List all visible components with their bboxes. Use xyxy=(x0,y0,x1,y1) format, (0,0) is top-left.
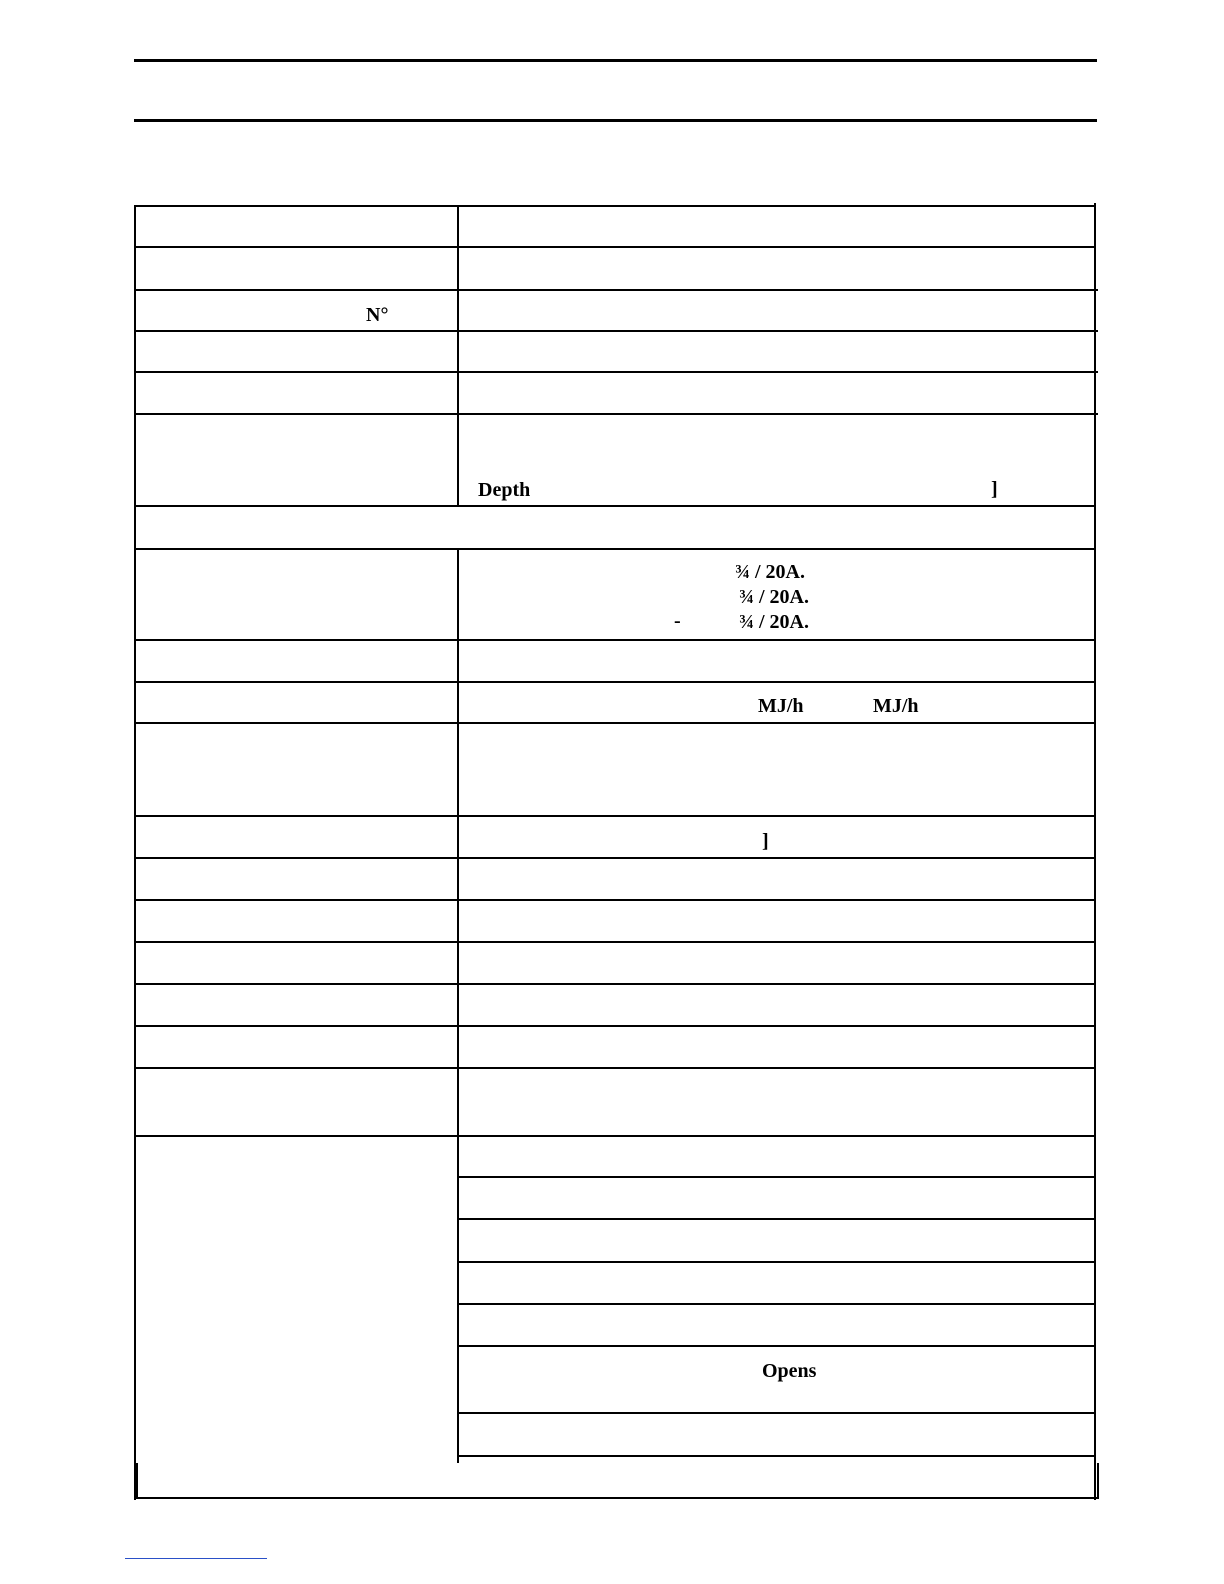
table-row-rule xyxy=(134,1135,1096,1137)
gas-input-unit-2: MJ/h xyxy=(873,695,919,717)
subrow-rule xyxy=(457,1455,1096,1457)
table-bottom-tick-left xyxy=(136,1463,138,1499)
table-row-rule xyxy=(134,1067,1096,1069)
subrow-rule xyxy=(457,1412,1096,1414)
table-row-rule xyxy=(134,681,1096,683)
table-column-divider-lower xyxy=(457,548,459,1463)
table-row-rule xyxy=(134,289,1098,291)
table-row-rule xyxy=(134,722,1096,724)
connection-dash: - xyxy=(674,610,681,632)
gas-input-unit-1: MJ/h xyxy=(758,695,804,717)
table-row-rule xyxy=(134,246,1096,248)
table-row-rule xyxy=(134,205,1096,207)
table-column-divider-upper xyxy=(457,205,459,507)
footer-underline xyxy=(125,1558,267,1559)
table-row-rule xyxy=(134,330,1098,332)
header-rule-top xyxy=(134,59,1097,62)
table-row-rule xyxy=(134,1025,1096,1027)
row-bracket: ] xyxy=(762,830,769,852)
table-row-rule xyxy=(134,857,1096,859)
connection-size-1: ¾ / 20A. xyxy=(735,561,805,583)
table-row-rule xyxy=(134,983,1096,985)
dimension-depth-label: Depth xyxy=(478,479,531,501)
table-border-right xyxy=(1094,203,1096,1500)
model-number-label: N° xyxy=(366,304,389,326)
table-row-rule xyxy=(134,505,1096,507)
header-rule-bottom xyxy=(134,119,1097,122)
table-row-rule xyxy=(134,899,1096,901)
table-bottom-rule xyxy=(136,1497,1098,1499)
table-row-rule xyxy=(134,413,1098,415)
subrow-rule xyxy=(457,1176,1096,1178)
subrow-rule xyxy=(457,1345,1096,1347)
dimension-bracket: ] xyxy=(991,478,998,500)
table-row-rule xyxy=(134,639,1096,641)
valve-opens-label: Opens xyxy=(762,1360,817,1382)
table-row-rule xyxy=(134,941,1096,943)
table-row-rule xyxy=(134,371,1098,373)
table-row-rule xyxy=(134,548,1096,550)
subrow-rule xyxy=(457,1218,1096,1220)
table-bottom-tick-right xyxy=(1097,1463,1099,1499)
connection-size-2: ¾ / 20A. xyxy=(739,586,809,608)
connection-size-3: ¾ / 20A. xyxy=(739,611,809,633)
table-border-left xyxy=(134,205,136,1500)
table-row-rule xyxy=(134,815,1096,817)
subrow-rule xyxy=(457,1261,1096,1263)
subrow-rule xyxy=(457,1303,1096,1305)
